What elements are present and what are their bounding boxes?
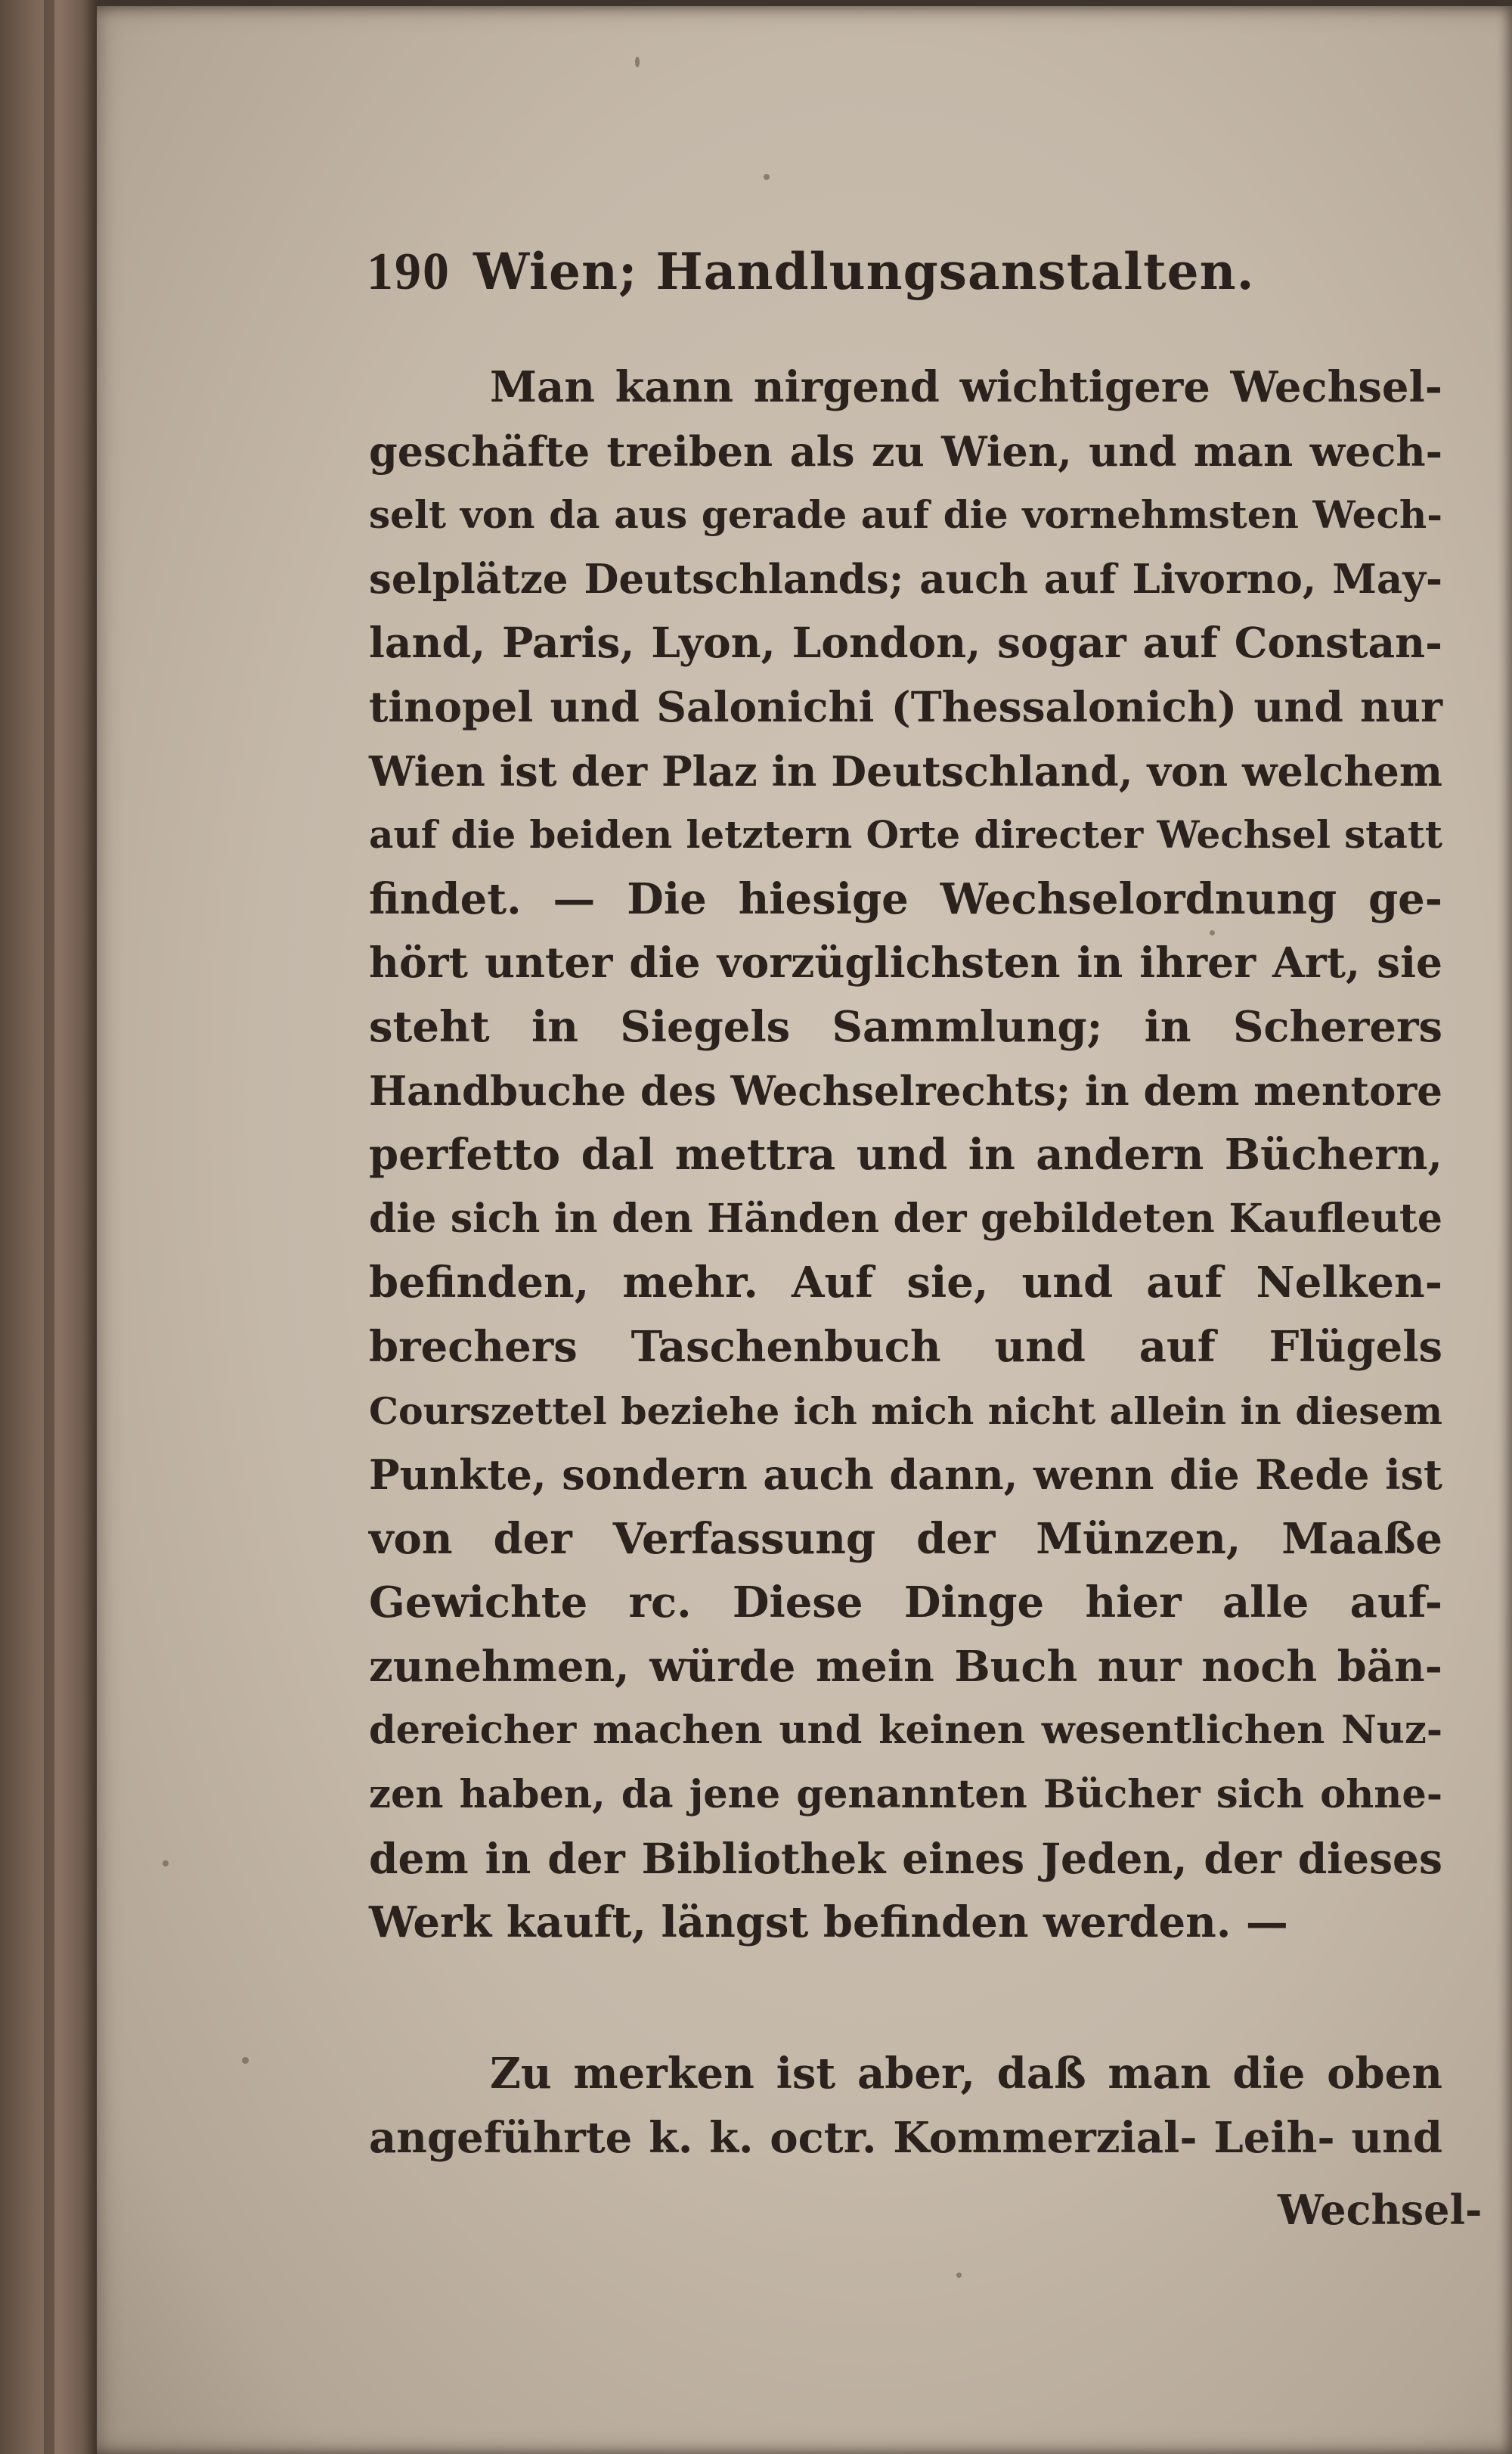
text-line: von der Verfassung der Münzen, Maaße [369,1513,1442,1564]
paper-speck [764,174,770,180]
text-line: selplätze Deutschlands; auch auf Livorno, May- [369,555,1442,603]
text-line: land, Paris, Lyon, London, sogar auf Constan- [369,618,1442,668]
text-line: Zu merken ist aber, daß man die oben [490,2049,1442,2099]
text-line: dereicher machen und keinen wesentlichen Nuz- [369,1708,1442,1754]
text-line: selt von da aus gerade auf die vornehmsten Wech- [369,492,1442,538]
text-line: Courszettel beziehe ich mich nicht allein in diesem [369,1388,1442,1433]
text-line: Werk kauft, längst befinden werden. — [369,1897,1288,1948]
book-binding [0,0,97,2454]
paragraph-2 [369,2042,1442,2170]
binding-crease [44,0,54,2454]
text-line: die sich in den Händen der gebildeten Kaufleute [369,1195,1442,1242]
page-number: 190 [367,243,451,301]
text-line: angeführte k. k. octr. Kommerzial- Leih- und [369,2112,1442,2163]
text-line: Punkte, sondern auch dann, wenn die Rede ist [369,1450,1442,1500]
paper-speck [956,2273,962,2278]
text-line: Man kann nirgend wichtigere Wechsel- [490,362,1442,412]
text-line: tinopel und Salonichi (Thessalonich) und nur [369,681,1442,731]
text-line: befinden, mehr. Auf sie, und auf Nelken- [369,1258,1442,1308]
text-line: Gewichte rc. Diese Dinge hier alle auf- [369,1578,1442,1628]
text-line: perfetto dal mettra und in andern Büchern, [369,1130,1442,1180]
paper-speck [635,57,640,67]
text-line: steht in Siegels Sammlung; in Scherers [369,1001,1442,1052]
paper-speck [1210,930,1215,935]
text-line: brechers Taschenbuch und auf Flügels [369,1321,1442,1372]
text-line: zen haben, da jene genannten Bücher sich ohne- [369,1772,1442,1818]
catchword: Wechsel- [1278,2186,1483,2234]
paragraph-1 [369,355,1442,1955]
text-line: zunehmen, würde mein Buch nur noch bän- [369,1641,1442,1692]
text-line: dem in der Bibliothek eines Jeden, der dieses [369,1833,1442,1883]
text-line: findet. — Die hiesige Wechselordnung ge- [369,873,1442,924]
running-head-title: Wien; Handlungsanstalten. [473,242,1255,301]
paper-speck [163,1860,169,1866]
text-line: geschäfte treiben als zu Wien, und man wech- [369,427,1442,476]
text-line: Wien ist der Plaz in Deutschland, von welchem [369,746,1442,796]
paper-speck [242,2057,249,2064]
text-line: auf die beiden letztern Orte directer Wechsel statt [369,812,1442,858]
text-line: Handbuche des Wechselrechts; in dem mentore [369,1067,1442,1115]
text-line: hört unter die vorzüglichsten in ihrer Art, sie [369,938,1442,988]
running-head [367,242,1255,310]
